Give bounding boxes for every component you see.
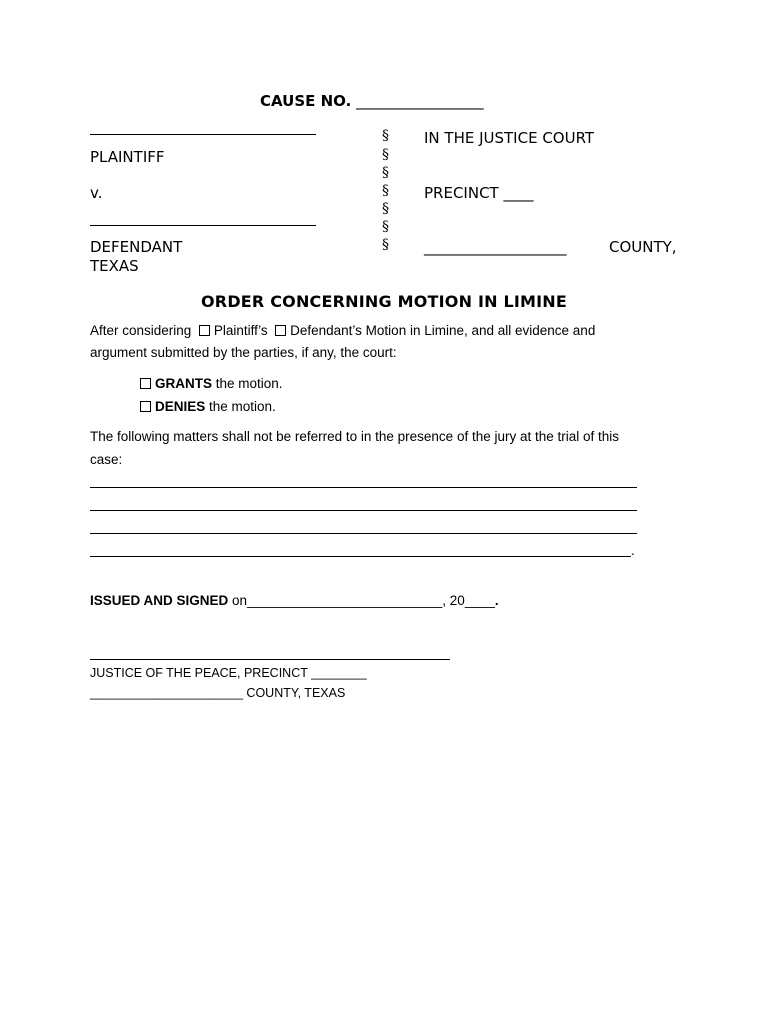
section-symbol: § <box>382 183 389 199</box>
denies-rest: the motion. <box>205 399 276 414</box>
intro-after-text: After considering <box>90 323 192 338</box>
matters-blank-line[interactable] <box>90 533 637 534</box>
texas-label: TEXAS <box>90 257 139 275</box>
court-label: IN THE JUSTICE COURT <box>424 129 595 147</box>
matters-blank-line[interactable] <box>90 510 637 511</box>
county-blank: ___________________ <box>424 238 567 256</box>
grants-checkbox[interactable] <box>140 378 151 389</box>
intro-line-1 <box>90 323 595 338</box>
intro-line-2: argument submitted by the parties, if any, the court: <box>90 345 397 360</box>
grants-rest: the motion. <box>212 376 283 391</box>
matters-blank-line[interactable] <box>90 487 637 488</box>
plaintiff-signature-line <box>90 134 316 135</box>
matters-end-period: . <box>631 543 635 558</box>
plaintiff-checkbox[interactable] <box>199 325 210 336</box>
cause-blank: _________________ <box>356 92 484 110</box>
section-symbol: § <box>382 201 389 217</box>
defendant-signature-line <box>90 225 316 226</box>
grants-label: GRANTS <box>155 376 212 391</box>
issued-year-prefix: , 20 <box>442 593 465 608</box>
section-symbol: § <box>382 219 389 235</box>
cause-label: CAUSE NO. <box>260 92 352 110</box>
issued-date-blank[interactable]: __________________________ <box>247 593 443 608</box>
issued-period: . <box>494 593 499 608</box>
section-symbol: § <box>382 147 389 163</box>
matters-line-2: case: <box>90 452 123 467</box>
section-symbol: § <box>382 165 389 181</box>
intro-defendant-text: Defendant’s Motion in Limine, and all evidence and <box>290 323 596 338</box>
grants-option <box>140 376 283 391</box>
plaintiff-label: PLAINTIFF <box>90 148 165 166</box>
justice-signature-line[interactable] <box>90 659 450 660</box>
defendant-label: DEFENDANT <box>90 238 183 256</box>
issued-label: ISSUED AND SIGNED <box>90 593 229 608</box>
issued-on: on <box>228 593 248 608</box>
county-signature-blank[interactable]: ______________________ <box>90 686 243 700</box>
issued-signed-line <box>90 593 499 608</box>
issued-year-blank[interactable]: ____ <box>464 593 495 608</box>
matters-blank-line[interactable] <box>90 556 631 557</box>
justice-label: JUSTICE OF THE PEACE, PRECINCT ________ <box>90 666 367 680</box>
section-symbol: § <box>382 237 389 253</box>
denies-label: DENIES <box>155 399 206 414</box>
section-symbol: § <box>382 128 389 144</box>
versus-label: v. <box>90 184 103 202</box>
matters-line-1: The following matters shall not be referred to in the presence of the jury at the trial of this <box>90 429 620 444</box>
county-texas-label: COUNTY, TEXAS <box>242 686 346 700</box>
page-title: ORDER CONCERNING MOTION IN LIMINE <box>201 292 567 311</box>
county-label: COUNTY, <box>609 238 677 256</box>
precinct-label: PRECINCT ____ <box>424 184 534 202</box>
county-texas-line <box>90 686 345 700</box>
denies-checkbox[interactable] <box>140 401 151 412</box>
cause-number <box>260 92 484 110</box>
intro-plaintiff-text: Plaintiff’s <box>213 323 268 338</box>
defendant-checkbox[interactable] <box>275 325 286 336</box>
denies-option <box>140 399 276 414</box>
